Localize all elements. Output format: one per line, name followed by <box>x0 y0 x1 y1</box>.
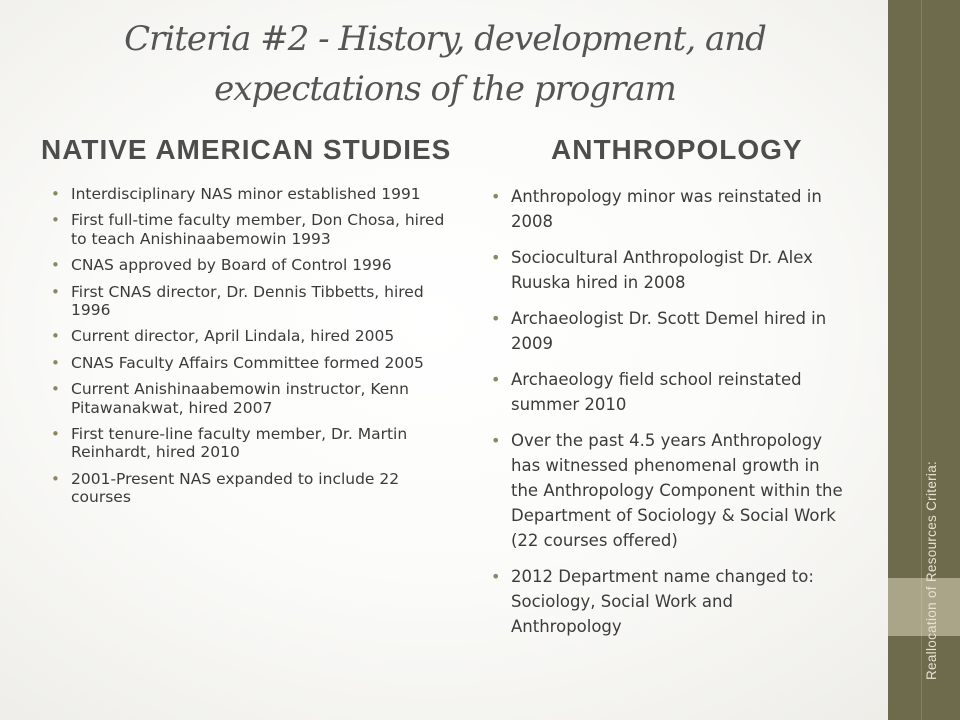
left-column-heading: NATIVE AMERICAN STUDIES <box>41 134 452 165</box>
list-item: • Sociocultural Anthropologist Dr. Alex Ruuska hired in 2008 <box>487 245 847 295</box>
title-line-1: Criteria #2 - History, development, and <box>124 19 766 59</box>
list-item: • First tenure-line faculty member, Dr. Martin Reinhardt, hired 2010 <box>47 425 447 462</box>
list-item: • First full-time faculty member, Don Chosa, hired to teach Anishinaabemowin 1993 <box>47 211 447 248</box>
list-item: • 2001-Present NAS expanded to include 22 courses <box>47 470 447 507</box>
list-item: • Archaeologist Dr. Scott Demel hired in 2009 <box>487 306 847 356</box>
list-item: • Current director, April Lindala, hired 2005 <box>47 327 447 345</box>
right-column-heading: ANTHROPOLOGY <box>551 134 803 165</box>
nas-bullet-list <box>47 185 447 515</box>
list-item: • Interdisciplinary NAS minor established 1991 <box>47 185 447 203</box>
list-item: • First CNAS director, Dr. Dennis Tibbetts, hired 1996 <box>47 283 447 320</box>
list-item: • Archaeology field school reinstated summer 2010 <box>487 367 847 417</box>
list-item: • 2012 Department name changed to: Sociology, Social Work and Anthropology <box>487 564 847 639</box>
list-item: • Over the past 4.5 years Anthropology has witnessed phenomenal growth in the Anthropology Component within the Department of Sociology & Social Work (22 courses offered) <box>487 428 847 553</box>
list-item: • Current Anishinaabemowin instructor, Kenn Pitawanakwat, hired 2007 <box>47 380 447 417</box>
list-item: • CNAS Faculty Affairs Committee formed 2005 <box>47 354 447 372</box>
title-line-2: expectations of the program <box>214 69 676 109</box>
sidebar-divider <box>921 0 922 720</box>
anthropology-bullet-list <box>487 184 847 650</box>
list-item: • Anthropology minor was reinstated in 2008 <box>487 184 847 234</box>
vertical-footer-text: Reallocation of Resources Criteria: <box>924 460 939 680</box>
slide-title <box>60 14 830 114</box>
list-item: • CNAS approved by Board of Control 1996 <box>47 256 447 274</box>
